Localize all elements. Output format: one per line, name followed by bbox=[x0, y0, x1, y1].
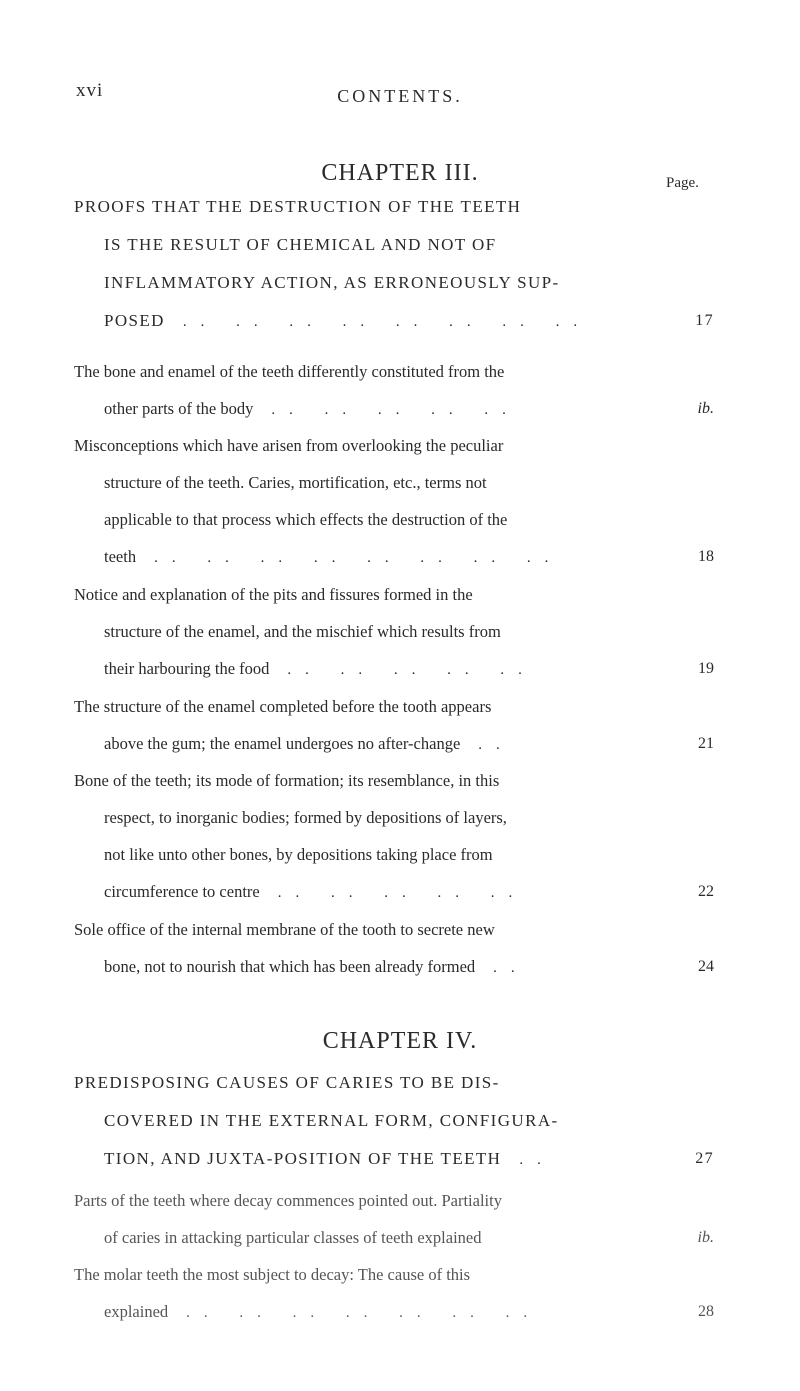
entry-line: Notice and explanation of the pits and fissures formed in the bbox=[74, 585, 473, 604]
page-column-label: Page. bbox=[666, 175, 699, 191]
title-line-text: TION, AND JUXTA-POSITION OF THE TEETH bbox=[104, 1149, 502, 1168]
entry-line: Bone of the teeth; its mode of formation; its resemblance, in this bbox=[74, 771, 500, 790]
entry-line-text: explained bbox=[104, 1302, 169, 1321]
toc-entry bbox=[74, 1182, 714, 1256]
entry-line-text: of caries in attacking particular classes of teeth explained bbox=[104, 1228, 482, 1247]
toc-entry bbox=[74, 353, 714, 427]
entry-line: not like unto other bones, by depositions taking place from bbox=[104, 845, 493, 864]
dot-leaders: .. bbox=[519, 1152, 555, 1168]
entry-line-text: teeth bbox=[104, 547, 137, 566]
title-line-last bbox=[74, 302, 714, 340]
entry-line: Sole office of the internal membrane of the tooth to secrete new bbox=[74, 920, 495, 939]
toc-entry bbox=[74, 762, 714, 910]
entry-line: The bone and enamel of the teeth differently constituted from the bbox=[74, 362, 505, 381]
dot-leaders: .. .. .. .. .. bbox=[277, 885, 527, 901]
title-line-last bbox=[74, 1140, 714, 1178]
dot-leaders: .. bbox=[493, 960, 529, 976]
toc-entry bbox=[74, 911, 714, 985]
title-line: PREDISPOSING CAUSES OF CARIES TO BE DIS- bbox=[74, 1073, 500, 1092]
chapter-3-title bbox=[74, 188, 714, 340]
page-number: ib. bbox=[697, 400, 714, 417]
page-number: 22 bbox=[698, 883, 714, 900]
entry-line-last bbox=[74, 725, 714, 762]
title-line: PROOFS THAT THE DESTRUCTION OF THE TEETH bbox=[74, 197, 522, 216]
dot-leaders: .. .. .. .. .. .. .. .. bbox=[154, 550, 563, 566]
toc-entry bbox=[74, 688, 714, 762]
page-number: 18 bbox=[698, 548, 714, 565]
page-number: 27 bbox=[695, 1150, 714, 1167]
page-number: 17 bbox=[695, 312, 714, 329]
title-line: COVERED IN THE EXTERNAL FORM, CONFIGURA- bbox=[104, 1111, 559, 1130]
entry-line: The molar teeth the most subject to decay: The cause of this bbox=[74, 1265, 471, 1284]
title-line: INFLAMMATORY ACTION, AS ERRONEOUSLY SUP- bbox=[104, 273, 560, 292]
dot-leaders: .. .. .. .. .. bbox=[271, 402, 520, 418]
chapter-3-heading: CHAPTER III. bbox=[321, 160, 479, 186]
entry-line-text: circumference to centre bbox=[104, 882, 260, 901]
entry-line-last bbox=[74, 1219, 714, 1256]
page-number: 28 bbox=[698, 1303, 714, 1320]
entry-line-text: other parts of the body bbox=[104, 399, 254, 418]
entry-line: applicable to that process which effects the destruction of the bbox=[104, 510, 508, 529]
page-number: 21 bbox=[698, 735, 714, 752]
chapter-4-title bbox=[74, 1064, 714, 1178]
entry-line-last bbox=[74, 538, 714, 575]
entry-line-last bbox=[74, 1293, 714, 1330]
entry-line: Parts of the teeth where decay commences pointed out. Partiality bbox=[74, 1191, 502, 1210]
page-folio: xvi bbox=[76, 80, 104, 101]
page-number: ib. bbox=[697, 1229, 714, 1246]
entry-line: respect, to inorganic bodies; formed by depositions of layers, bbox=[104, 808, 507, 827]
entry-line-last bbox=[74, 948, 714, 985]
entry-line-last bbox=[74, 390, 714, 427]
entry-line: structure of the teeth. Caries, mortification, etc., terms not bbox=[104, 473, 487, 492]
entry-line-last bbox=[74, 873, 714, 910]
entry-line-text: their harbouring the food bbox=[104, 659, 270, 678]
entry-line: structure of the enamel, and the mischief which results from bbox=[104, 622, 501, 641]
dot-leaders: .. .. .. .. .. .. .. bbox=[186, 1305, 542, 1321]
toc-entry bbox=[74, 427, 714, 575]
title-line: IS THE RESULT OF CHEMICAL AND NOT OF bbox=[104, 235, 497, 254]
toc-entry bbox=[74, 576, 714, 687]
entry-line: Misconceptions which have arisen from overlooking the peculiar bbox=[74, 436, 504, 455]
entry-line-text: bone, not to nourish that which has been already formed bbox=[104, 957, 476, 976]
chapter-4-heading: CHAPTER IV. bbox=[322, 1028, 478, 1054]
page-number: 24 bbox=[698, 958, 714, 975]
entry-line: The structure of the enamel completed before the tooth appears bbox=[74, 697, 492, 716]
entry-line-text: above the gum; the enamel undergoes no after-change bbox=[104, 734, 461, 753]
dot-leaders: .. .. .. .. .. .. .. .. bbox=[182, 314, 592, 330]
toc-entry bbox=[74, 1256, 714, 1330]
dot-leaders: .. .. .. .. .. bbox=[287, 662, 536, 678]
entry-line-last bbox=[74, 650, 714, 687]
dot-leaders: .. bbox=[478, 737, 514, 753]
title-line-text: POSED bbox=[104, 311, 165, 330]
running-title: CONTENTS. bbox=[337, 86, 463, 106]
page-number: 19 bbox=[698, 660, 714, 677]
